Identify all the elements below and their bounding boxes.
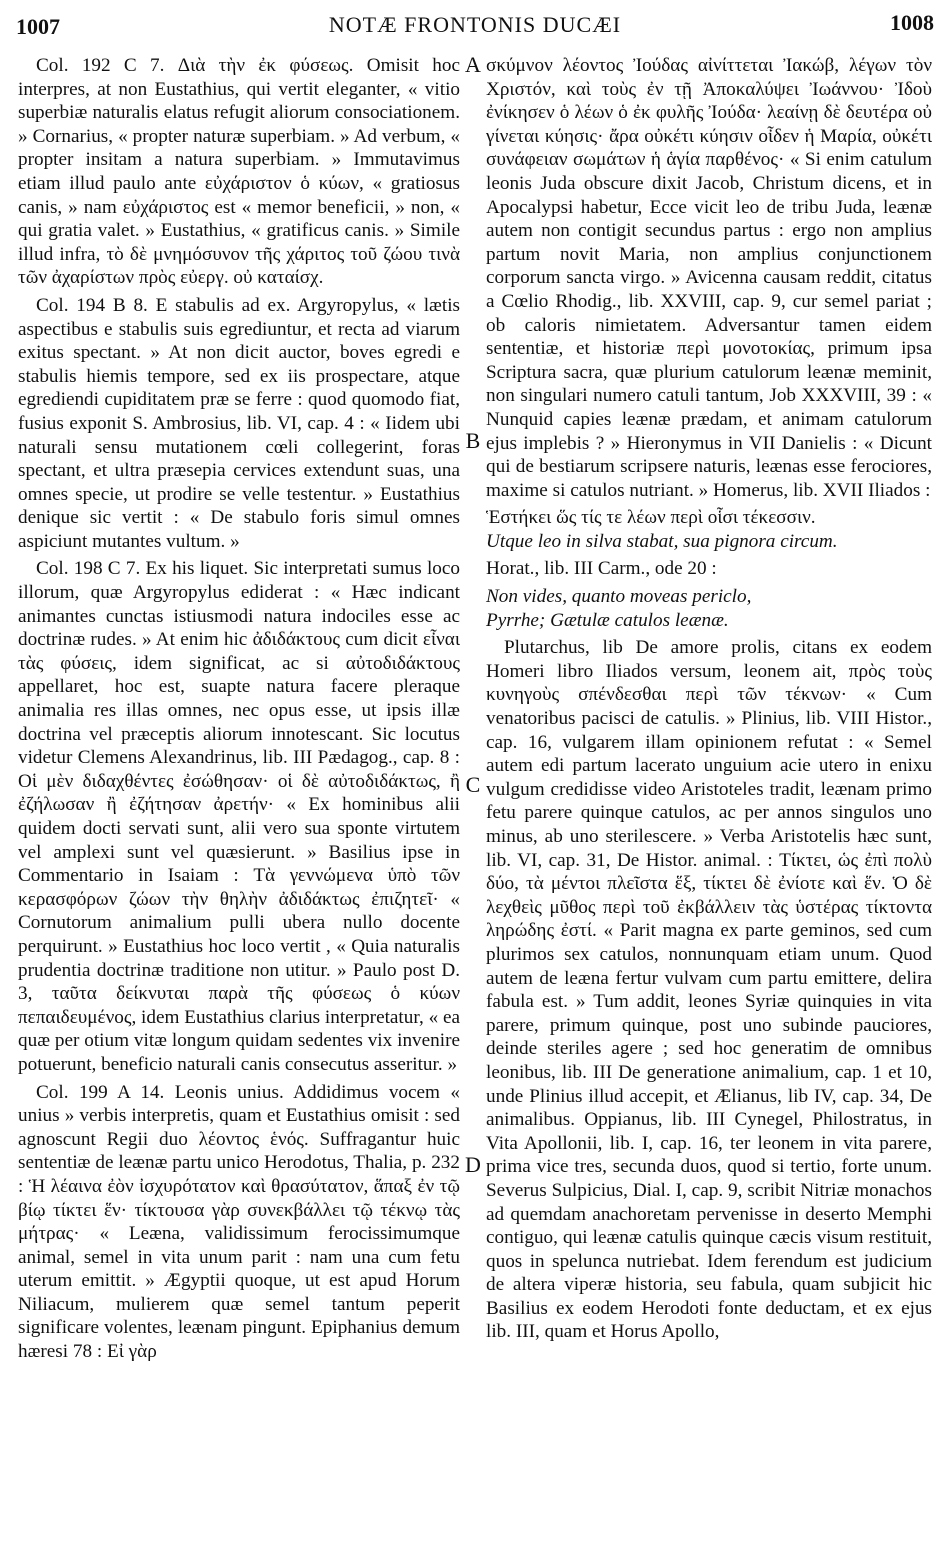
horace-verse-line-1: Non vides, quanto moveas periclo, xyxy=(486,586,752,608)
margin-marker-c: C xyxy=(465,772,481,797)
margin-marker-a: A xyxy=(465,52,481,77)
horace-verse-line-2: Pyrrhe; Gætulæ catulos leænæ. xyxy=(486,609,729,631)
margin-marker-d: D xyxy=(465,1152,481,1177)
horace-citation: Horat., lib. III Carm., ode 20 : xyxy=(486,558,717,580)
note-col-199: Col. 199 A 14. Leonis unius. Addidimus vocem « unius » verbis interpretis, quam et Eustathius omisit : sed agnoscunt Regii duo λέοντος ἑνός. Suffragantur huic sententiæ de leænæ partu unico Herodotus, Thalia, p. 232 : Ἡ λέαινα ἐὸν ἰσχυρότατον καὶ θρασύτατον, ἅπαξ ἐν τῷ βίῳ τίκτει ἕν· τίκτουσα γὰρ συνεκβάλλει τῷ τέκνῳ τὰς μήτρας· « Leæna, validissimum ferocissimumque animal, semel in vita unum parit : nam una cum fetu uterum emittit. » Ægyptii quoque, ut est apud Horum Niliacum, mulierem quæ semel tantum peperit significare volentes, leænam pingunt. Epiphanius demum hæresi 78 : Εἰ γὰρ xyxy=(18,1081,460,1363)
note-col-194: Col. 194 B 8. E stabulis ad ex. Argyropylus, « lætis aspectibus e stabulis suis egrediuntur, et recta ad viarum exitus spectant. » At non dicit auctor, boves egredi e stabulis hiemis tempore, sed ex iis prospectare, atque egrediendi cupiditatem præ se ferre : quod quomodo fiat, fusius exponit S. Ambrosius, lib. VI, cap. 4 : « Iidem ubi naturali sensu mutationem cœli collegerint, foras spectant, et ultra præsepia cervices extendunt suas, una omnes specie, ut prodire se velle testentur. » Eustathius denique sic vertit : « De stabulo foris simul omnes aspiciunt mutantes vultum. » xyxy=(18,294,460,552)
note-col-198: Col. 198 C 7. Ex his liquet. Sic interpretati sumus loco illorum, quæ Argyropylus ediderat : « Hæc indicant animantes cunctas istiusmodi natura indociles esse ac doctrinæ rudes. » At enim hic ἀδιδάκτους cum dicit εἶναι τὰς φύσεις, idem significat, ac si αὐτοδιδάκτους appellaret, hoc est, suapte natura facere pleraque animalia res illas omnes, nec opus esse, ut ipsis illæ doctrina vel præceptis aliorum innotescant. Sic locutus videtur Clemens Alexandrinus, lib. III Pædagog., cap. 8 : Οἱ μὲν διδαχθέντες ἐσώθησαν· οἱ δὲ αὐτοδιδάκτως, ἢ ἐζήλωσαν ἢ ἐζήτησαν ἀρετήν· « Ex hominibus alii quidem docti servati sunt, alii vero sua sponte virtutem vel amplexi sunt vel quæsierunt. » Basilius ipse in Commentario in Isaiam : Τὰ γεννώμενα ὑπὸ τῶν κερασφόρων ζώων τὴν θηλὴν ἀδιδάκτως ἐπιζητεῖ· « Cornutorum animalium pulli ubera nullo docente perquirunt. » Eustathius hoc loco vertit , « Quia naturalis prudentia doctrinæ traditione non utitur. » Paulo post D. 3, ταῦτα δείκνυται παρὰ τῆς φύσεως ὁ κύων πεπαιδευμένος, idem Eustathius clarius interpretatur, « ea quæ per otium vitæ longum quidam sedentes vix invenire potuerunt, beneficio naturali canis consecutus asseritur. » xyxy=(18,558,460,1075)
left-column xyxy=(18,54,460,1368)
page-number-left: 1007 xyxy=(16,14,60,39)
margin-marker-b: B xyxy=(465,428,481,453)
note-col-192: Col. 192 C 7. Διὰ τὴν ἐκ φύσεως. Omisit hoc interpres, at non Eustathius, qui vertit eleganter, « vitio superbiæ naturalis elatus refugit aliorum consociationem. » Cornarius, « propter naturæ superbiam. » Ad verbum, « propter insitam a natura superbiam. » Immutavimus etiam illud paulo ante εὐχάριστον ὁ κύων, « gratiosus canis, » nam εὐχάριστος est « memor beneficii, » non, « qui gratia valet. » Eustathius, « gratificus canis. » Simile illud infra, τὸ δὲ μνημόσυνον τῆς χάριτος τοῦ ζώου τινὰ τῶν ἀχαρίστων πρὸς εὐεργ. οὐ καταίσχ. xyxy=(18,55,460,289)
right-column xyxy=(486,54,932,1348)
homer-verse-latin: Utque leo in silva stabat, sua pignora circum. xyxy=(486,530,838,552)
note-continuation: σκύμνον λέοντος Ἰούδας αἰνίττεται Ἰακώβ, λέγων τὸν Χριστόν, καὶ τοὺς ἐν τῇ Ἀποκαλύψει Ἰωάννου· Ἰδοὺ ἐνίκησεν ὁ λέων ὁ ἐκ φυλῆς Ἰούδα· λεαίνῃ δὲ δευτέρα οὐ γίνεται κύησις· ἄρα οὐκέτι κύησιν οἶδεν ἡ Μαρία, οὐκέτι συνάφειαν σωμάτων ἡ ἁγία παρθένος· « Si enim catulum leonis Juda obscure dixit Jacob, Christum dicens, et in Apocalypsi habetur, Ecce vicit leo de tribu Juda, leænæ autem non contigit secundus partus : ergo non amplius partum novit Maria, non amplius conjunctionem corporum sancta virgo. » Avicenna causam reddit, citatus a Cœlio Rhodig., lib. XXVIII, cap. 9, cur semel pariat ; ob caloris nimietatem. Adversantur tamen eidem sententiæ, et historiæ περὶ μονοτοκίας, primum ipsa Scriptura sacra, quæ plurium catulorum leænæ meminit, non singulari numero catuli tantum, Job XXXVIII, 39 : « Nunquid capies leænæ prædam, et animam catulorum ejus implebis ? » Hieronymus in VII Danielis : « Dicunt qui de bestiarum scripsere naturis, leænas esse ferociores, maxime si catulos nutriant. » Homerus, lib. XVII Iliados : xyxy=(486,55,932,501)
homer-verse xyxy=(486,506,932,553)
page-header xyxy=(0,0,950,46)
running-title: NOTÆ FRONTONIS DUCÆI xyxy=(328,12,622,37)
page-number-right: 1008 xyxy=(890,10,934,35)
horace-verse xyxy=(486,585,932,632)
homer-verse-greek: Ἑστήκει ὥς τίς τε λέων περὶ οἷσι τέκεσσιν. xyxy=(486,507,816,529)
note-plutarch: Plutarchus, lib De amore prolis, citans ex eodem Homeri libro Iliados versum, leonem ait, πρὸς τοὺς κυνηγοὺς σπένδεσθαι περὶ τῶν τέκνων· « Cum venatoribus pacisci de catulis. » Plinius, lib. VIII Histor., cap. 16, vulgarem illam opinionem refutat : « Semel autem edi partum lacerato unguium acie utero in enixu vulgum credidisse video Aristoteles tradit, leænam primo fetu parere quinque catulos, ac per annos singulos uno minus, ab uno sterilescere. » Verba Aristotelis hæc sunt, lib. VI, cap. 31, De Histor. animal. : Τίκτει, ὡς ἐπὶ πολὺ δύο, τὰ μέντοι πλεῖστα ἕξ, τίκτει δὲ ἐνίοτε καὶ ἕν. Ὁ δὲ λεχθεὶς μῦθος περὶ τοῦ ἐκβάλλειν τὰς ὑστέρας τίκτοντα ληρώδης ἐστί. « Parit magna ex parte geminos, sed cum plurimos sex catulos, nonnunquam etiam unum. Quod autem de leæna fertur vulvam cum partu emittere, delira fabula est. » Tum addit, leones Syriæ quinquies in vita parere, primum quinque, post uno subinde pauciores, deinde steriles agere ; sed hoc generatim de omnibus leonibus, lib. III De generatione animalium, cap. 1 et 10, unde Plinius illud accepit, et Ælianus, lib IV, cap. 34, De animalibus. Oppianus, lib. III Cynegel, Philostratus, in Vita Apollonii, lib. I, cap. 16, ter leonem in vita parere, prima vice tres, secunda duos, quod si tertio, forte unum. Severus Sulpicius, Dial. I, cap. 9, scribit Nitriæ monachos ad quemdam anachoretam pervenisse in deserto Memphi contiguo, qui leænæ catulis quinque cæcis visum restituit, quos in spelunca nutriebat. Idem ferendum est judicium de altera viperæ historia, seu fabula, quam subjicit hic Basilius ex eodem Herodoti fonte deductam, et ex ejus lib. III, quam et Horus Apollo, xyxy=(486,637,932,1343)
